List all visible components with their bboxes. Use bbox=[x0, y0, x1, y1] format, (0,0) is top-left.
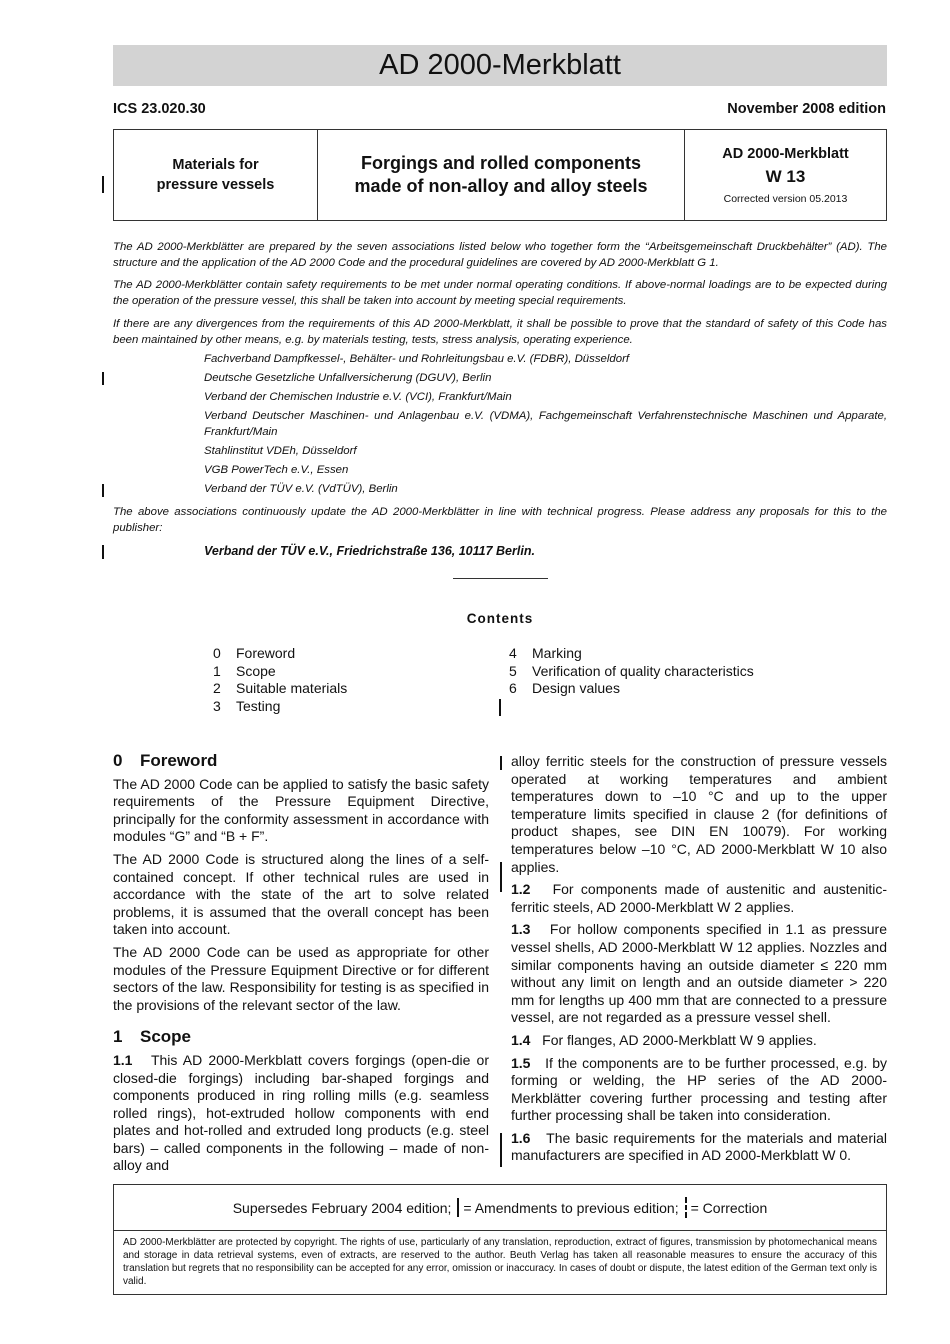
clause-number: 1.1 bbox=[113, 1051, 133, 1068]
toc-item-title: Testing bbox=[236, 697, 281, 714]
toc-item-number: 5 bbox=[509, 662, 517, 679]
intro-paragraph: The AD 2000-Merkblätter are prepared by the seven associations listed below who together form the “Arbeitsgemeinschaft Druckbehälter” (AD). The structure and the application of the AD 2000 Code and the procedural guidelines are covered by AD 2000-Merkblatt G 1. bbox=[113, 241, 887, 269]
scope-paragraph-1-3 bbox=[511, 921, 887, 1027]
foreword-paragraph: The AD 2000 Code is structured along the lines of a self-contained concept. If other technical rules are used in accordance with the state of the art to solve related problems, it is assumed that the overall concept has been taken into account. bbox=[113, 850, 489, 938]
left-column bbox=[113, 752, 489, 1180]
header-box bbox=[113, 129, 887, 221]
intro-paragraph: If there are any divergences from the requirements of this AD 2000-Merkblatt, it shall be possible to prove that the standard of safety of this Code has been maintained by other means, e.g. by materials testing, tests, stress analysis, operating experience. bbox=[113, 318, 887, 346]
toc-item-number: 6 bbox=[509, 680, 517, 696]
toc-item-title: Foreword bbox=[236, 645, 296, 661]
change-bar bbox=[102, 176, 104, 193]
copyright-notice: AD 2000-Merkblätter are protected by copyright. The rights of use, particularly of any translation, reproduction, extract of figures, transmission by photomechanical means and storage in data retrieval systems, even of extracts, are reserved to the author. Beuth Verlag has taken all reasonable measures to ensure the accuracy of this translation but regrets that no responsibility can be accepted for any error, omission or inaccuracy. In cases of doubt or dispute, the latest edition of the German text only is valid. bbox=[123, 1237, 877, 1287]
toc-item-title: Marking bbox=[532, 645, 582, 661]
foreword-paragraph: The AD 2000 Code can be used as appropriate for other modules of the Pressure Equipment Directive or for different sectors of the law. Responsibility for testing is as specified in the provisions of the relevant sector of the law. bbox=[113, 943, 489, 1013]
header-designation-code: W 13 bbox=[765, 166, 806, 186]
toc-item-number: 0 bbox=[213, 645, 221, 661]
change-bar bbox=[500, 1133, 502, 1167]
scope-paragraph-1-6 bbox=[511, 1130, 887, 1165]
toc-item-number: 2 bbox=[213, 680, 221, 696]
document-title bbox=[113, 45, 887, 86]
clause-text: The basic requirements for the materials and material manufacturers are specified in AD 2000-Merkblatt W 0. bbox=[511, 1129, 888, 1164]
contents-heading: Contents bbox=[466, 611, 534, 626]
section-heading-foreword bbox=[113, 752, 489, 770]
association-item: Verband Deutscher Maschinen- und Anlagenbau e.V. (VDMA), Fachgemeinschaft Verfahrenstechnische Maschinen und Apparate, Frankfurt/Main bbox=[204, 410, 887, 438]
section-number: 0 bbox=[113, 751, 123, 770]
change-bar bbox=[102, 372, 104, 385]
foreword-paragraph: The AD 2000 Code can be applied to satisfy the basic safety requirements of the Pressure Equipment Directive, principally for the conformity assessment in accordance with modules “G” and “B + F”. bbox=[113, 775, 489, 845]
supersedes-note: Supersedes February 2004 edition; bbox=[232, 1199, 452, 1216]
clause-number: 1.4 bbox=[511, 1031, 531, 1048]
scope-paragraph-1-1 bbox=[113, 1052, 489, 1175]
toc-left bbox=[213, 645, 473, 717]
change-bar bbox=[499, 699, 501, 716]
association-item: Verband der Chemischen Industrie e.V. (VCI), Frankfurt/Main bbox=[204, 391, 512, 403]
section-title: Scope bbox=[140, 1027, 192, 1047]
toc-item-title: Design values bbox=[532, 680, 620, 696]
clause-text: If the components are to be further processed, e.g. by forming or welding, the HP series of the AD 2000-Merkblätter covering further processing and testing after further processing shall be taken into consideration. bbox=[511, 1054, 887, 1124]
toc-item-title: Scope bbox=[236, 662, 276, 679]
footer-box bbox=[113, 1184, 887, 1295]
separator-rule bbox=[453, 578, 548, 579]
toc-item-number: 4 bbox=[509, 645, 517, 661]
association-item: VGB PowerTech e.V., Essen bbox=[204, 464, 349, 476]
header-subject bbox=[318, 130, 685, 220]
intro-paragraph: The AD 2000-Merkblätter contain safety requirements to be met under normal operating conditions. If above-normal loadings are to be expected during the operation of the pressure vessel, this shall be taken into account by meeting special requirements. bbox=[113, 279, 887, 307]
association-item: Stahlinstitut VDEh, Düsseldorf bbox=[204, 445, 357, 457]
header-designation bbox=[685, 130, 886, 220]
document-title-text: AD 2000-Merkblatt bbox=[379, 49, 621, 81]
header-category-line1: Materials for bbox=[172, 157, 259, 173]
right-column bbox=[511, 753, 887, 1170]
header-category bbox=[114, 130, 318, 220]
toc-item-number: 3 bbox=[213, 697, 221, 714]
toc-item-title: Suitable materials bbox=[236, 680, 348, 696]
correction-legend: = Correction bbox=[690, 1199, 768, 1216]
scope-paragraph-1-1-continued: alloy ferritic steels for the construction of pressure vessels operated at working temperatures and ambient temperatures down to –10 °C and up to the upper temperature limits specified in clause 2 (for definitions of product shapes, see DIN EN 10079). For working temperatures below –10 °C, AD 2000-Merkblatt W 10 also applies. bbox=[511, 753, 887, 875]
toc-item-number: 1 bbox=[213, 662, 221, 679]
ics-code: ICS 23.020.30 bbox=[113, 101, 206, 117]
section-title: Foreword bbox=[140, 751, 218, 770]
header-category-line2: pressure vessels bbox=[156, 177, 275, 193]
clause-number: 1.3 bbox=[511, 921, 531, 938]
association-item: Verband der TÜV e.V. (VdTÜV), Berlin bbox=[204, 483, 398, 495]
scope-paragraph-1-2 bbox=[511, 881, 887, 916]
change-bar bbox=[102, 545, 104, 559]
intro-paragraph: The above associations continuously update the AD 2000-Merkblätter in line with technical progress. Please address any proposals for this to the publisher: bbox=[113, 506, 887, 534]
section-heading-scope bbox=[113, 1028, 489, 1046]
clause-text: For hollow components specified in 1.1 as pressure vessel shells, AD 2000-Merkblatt W 12 applies. Nozzles and similar components having an outside diameter ≤ 220 mm without any limit on length and an outside diameter > 220 mm for lengths up 400 mm that are connected to a pressure vessel, are not regarded as a pressure vessel shell. bbox=[511, 921, 888, 1026]
amendment-legend: = Amendments to previous edition; bbox=[463, 1199, 679, 1216]
section-number: 1 bbox=[113, 1027, 123, 1047]
publisher-address: Verband der TÜV e.V., Friedrichstraße 136, 10117 Berlin. bbox=[204, 544, 535, 558]
header-designation-title: AD 2000-Merkblatt bbox=[722, 145, 849, 162]
correction-bar-icon bbox=[685, 1197, 687, 1218]
header-subject-line1: Forgings and rolled components bbox=[360, 153, 641, 173]
scope-paragraph-1-4 bbox=[511, 1032, 887, 1050]
header-subject-line2: made of non-alloy and alloy steels bbox=[354, 176, 648, 196]
clause-number: 1.5 bbox=[511, 1054, 531, 1071]
clause-text: For components made of austenitic and austenitic-ferritic steels, AD 2000-Merkblatt W 2 applies. bbox=[511, 881, 887, 915]
clause-text: For flanges, AD 2000-Merkblatt W 9 applies. bbox=[542, 1031, 817, 1048]
clause-number: 1.6 bbox=[511, 1129, 531, 1146]
association-item: Deutsche Gesetzliche Unfallversicherung (DGUV), Berlin bbox=[204, 372, 492, 384]
toc-right bbox=[509, 645, 809, 717]
header-designation-note: Corrected version 05.2013 bbox=[723, 192, 848, 205]
amendment-bar-icon bbox=[457, 1198, 459, 1217]
footer-legend bbox=[114, 1185, 886, 1231]
change-bar bbox=[500, 862, 502, 892]
clause-text: This AD 2000-Merkblatt covers forgings (open-die or closed-die forgings) including bar-shaped forgings and components produced in ring rolling mills (e.g. seamless rolled rings), hot-extruded hollow components with end plates and hot-rolled and extruded long products (e.g. steel bars) – called components in the following – made of non-alloy and bbox=[113, 1051, 490, 1174]
change-bar bbox=[102, 484, 104, 497]
association-item: Fachverband Dampfkessel-, Behälter- und Rohrleitungsbau e.V. (FDBR), Düsseldorf bbox=[204, 353, 630, 365]
clause-number: 1.2 bbox=[511, 881, 531, 898]
scope-paragraph-1-5 bbox=[511, 1055, 887, 1125]
change-bar bbox=[500, 756, 502, 770]
edition-date: November 2008 edition bbox=[727, 101, 886, 117]
toc-item-title: Verification of quality characteristics bbox=[532, 662, 754, 679]
